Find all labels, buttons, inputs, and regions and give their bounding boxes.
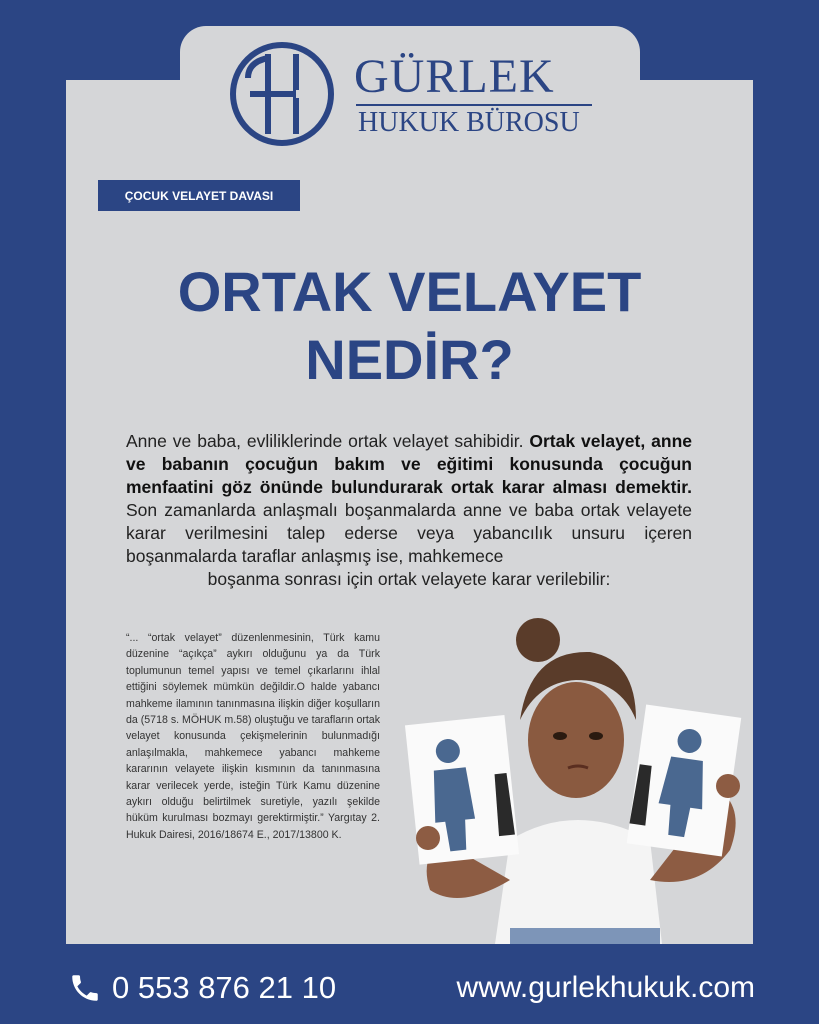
footer-phone[interactable] [68,966,336,1010]
intro-text-2: Son zamanlarda anlaşmalı boşanmalarda anne ve baba ortak velayete karar verilmesini talep ederse veya yabancılık unsuru içeren boşanmalarda taraflar anlaşmış ise, mahkemece [126,500,692,566]
intro-text-last: boşanma sonrası için ortak velayete karar verilebilir: [207,569,611,589]
title-line-1: ORTAK VELAYET [177,260,642,323]
phone-icon [68,971,102,1005]
court-quote: “... “ortak velayet” düzenlenmesinin, Türk kamu düzenine “açıkça” aykırı olduğunu ya da Türk toplumunun temel yapısı ve temel çıkarlarını ihlal ettiğini söylemek mümkün değildir.O halde yabancı mahkeme ilamının tanınmasına ilişkin diğer koşulların da (5718 s. MÖHUK m.58) oluştuğu ve tarafların ortak velayet konusunda çekişmelerinin bulunmadığı anlaşılmakla, mahkemece yabancı mahkeme kararının velayete ilişkin kısmının da tanınmasına karar verilecek yerde, isteğin Türk Kamu düzenine aykırı olduğu belirtilmek suretiyle, yazılı şekilde hüküm kurulması bozmayı gerektirmiştir.” Yargıtay 2. Hukuk Dairesi, 2016/18674 E., 2017/13800 K. [126,632,380,841]
category-badge: ÇOCUK VELAYET DAVASI [98,180,300,211]
page-title [66,258,753,394]
title-line-2: NEDİR? [305,328,514,391]
brand-name: GÜRLEK [354,50,555,103]
gh-logo-icon [228,40,336,148]
intro-paragraph [126,430,692,591]
phone-number: 0 553 876 21 10 [112,970,337,1005]
website-link[interactable]: www.gurlekhukuk.com [456,971,755,1004]
intro-text-1: Anne ve baba, evliliklerinde ortak velayet sahibidir. [126,431,530,451]
brand-divider [356,104,592,106]
child-photo [400,610,753,944]
brand-subtitle: HUKUK BÜROSU [358,107,580,138]
intro-bold-text: Ortak velayet, anne ve babanın çocuğun bakım ve eğitimi konusunda çocuğun menfaatini göz önünde bulundurarak ortak karar alması demektir. [126,431,693,497]
